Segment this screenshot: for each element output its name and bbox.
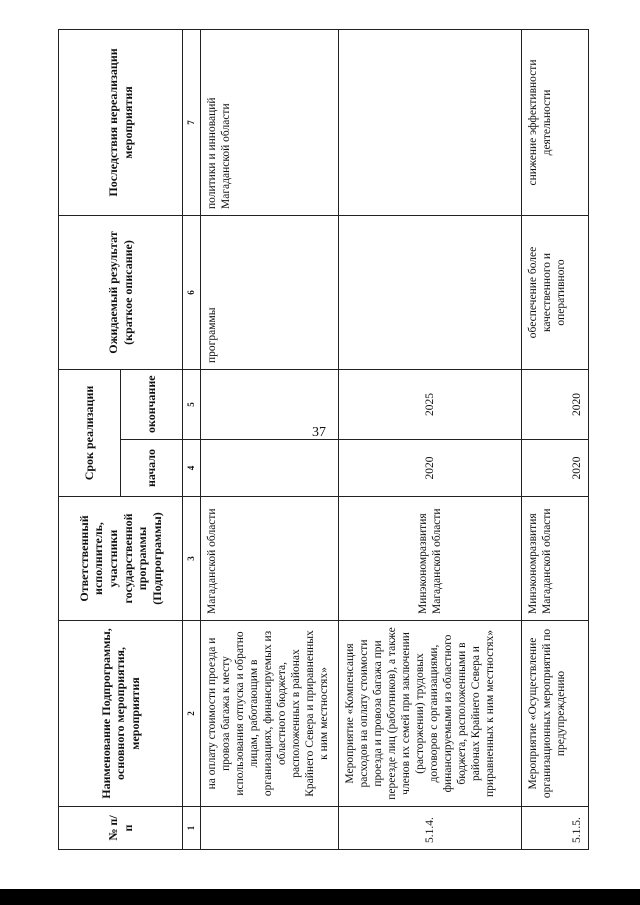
- row-end: [201, 369, 339, 439]
- col-number: 4: [183, 440, 201, 497]
- row-result: обеспечение более качественного и оперативного: [522, 215, 589, 369]
- row-start: 2020: [522, 440, 589, 497]
- row-result: программы: [201, 215, 339, 369]
- row-executor: Минэкономразвития Магаданской области: [339, 497, 522, 621]
- col-number: 1: [183, 807, 201, 850]
- row-num: 5.1.5.: [522, 807, 589, 850]
- col-number: 7: [183, 29, 201, 215]
- measures-table: [58, 29, 589, 850]
- header-num: № п/п: [59, 807, 183, 850]
- col-number: 6: [183, 215, 201, 369]
- header-consequences: Последствия нереализации мероприятия: [59, 29, 183, 215]
- header-executor: Ответственный исполнитель, участники государственной программы (Подпрограммы): [59, 497, 183, 621]
- row-end: 2025: [339, 369, 522, 439]
- header-start: начало: [121, 440, 183, 497]
- table-row: [339, 29, 522, 849]
- col-number: 5: [183, 369, 201, 439]
- row-executor: Минэкономразвития Магаданской области: [522, 497, 589, 621]
- row-consequences: политики и инноваций Магаданской области: [201, 29, 339, 215]
- row-start: [201, 440, 339, 497]
- rotated-table-area: [58, 30, 588, 850]
- page-number: 37: [312, 425, 326, 440]
- row-executor: Магаданской области: [201, 497, 339, 621]
- header-result: Ожидаемый результат (краткое описание): [59, 215, 183, 369]
- row-num: [201, 807, 339, 850]
- row-result: [339, 215, 522, 369]
- row-start: 2020: [339, 440, 522, 497]
- row-name: Мероприятие «Осуществление организационных мероприятий по предупреждению: [522, 621, 589, 807]
- header-term: Срок реализации: [59, 369, 121, 496]
- row-end: 2020: [522, 369, 589, 439]
- scan-bottom-edge: [0, 889, 640, 905]
- col-number: 2: [183, 621, 201, 807]
- header-name: Наименование Подпрограммы, основного мероприятия, мероприятия: [59, 621, 183, 807]
- row-num: 5.1.4.: [339, 807, 522, 850]
- header-end: окончание: [121, 369, 183, 439]
- col-number: 3: [183, 497, 201, 621]
- table-row: [522, 29, 589, 849]
- row-consequences: снижение эффективности деятельности: [522, 29, 589, 215]
- row-consequences: [339, 29, 522, 215]
- table-row: [201, 29, 339, 849]
- row-name: Мероприятие «Компенсация расходов на оплату стоимости проезда и провоза багажа при переезде лиц (работников), а также членов их семей при заключении (расторжении) трудовых договоров с организациями, финансируемыми из областного бюджета, расположенными в районах Крайнего Севера и приравненных к ним местностях»: [339, 621, 522, 807]
- rotated-table-frame: [58, 30, 588, 850]
- row-name: на оплату стоимости проезда и провоза багажа к месту использования отпуска и обратно лицам, работающим в организациях, финансируемых из областного бюджета, расположенных в районах Крайнего Севера и приравненных к ним местностях»: [201, 621, 339, 807]
- column-number-row: [183, 29, 201, 849]
